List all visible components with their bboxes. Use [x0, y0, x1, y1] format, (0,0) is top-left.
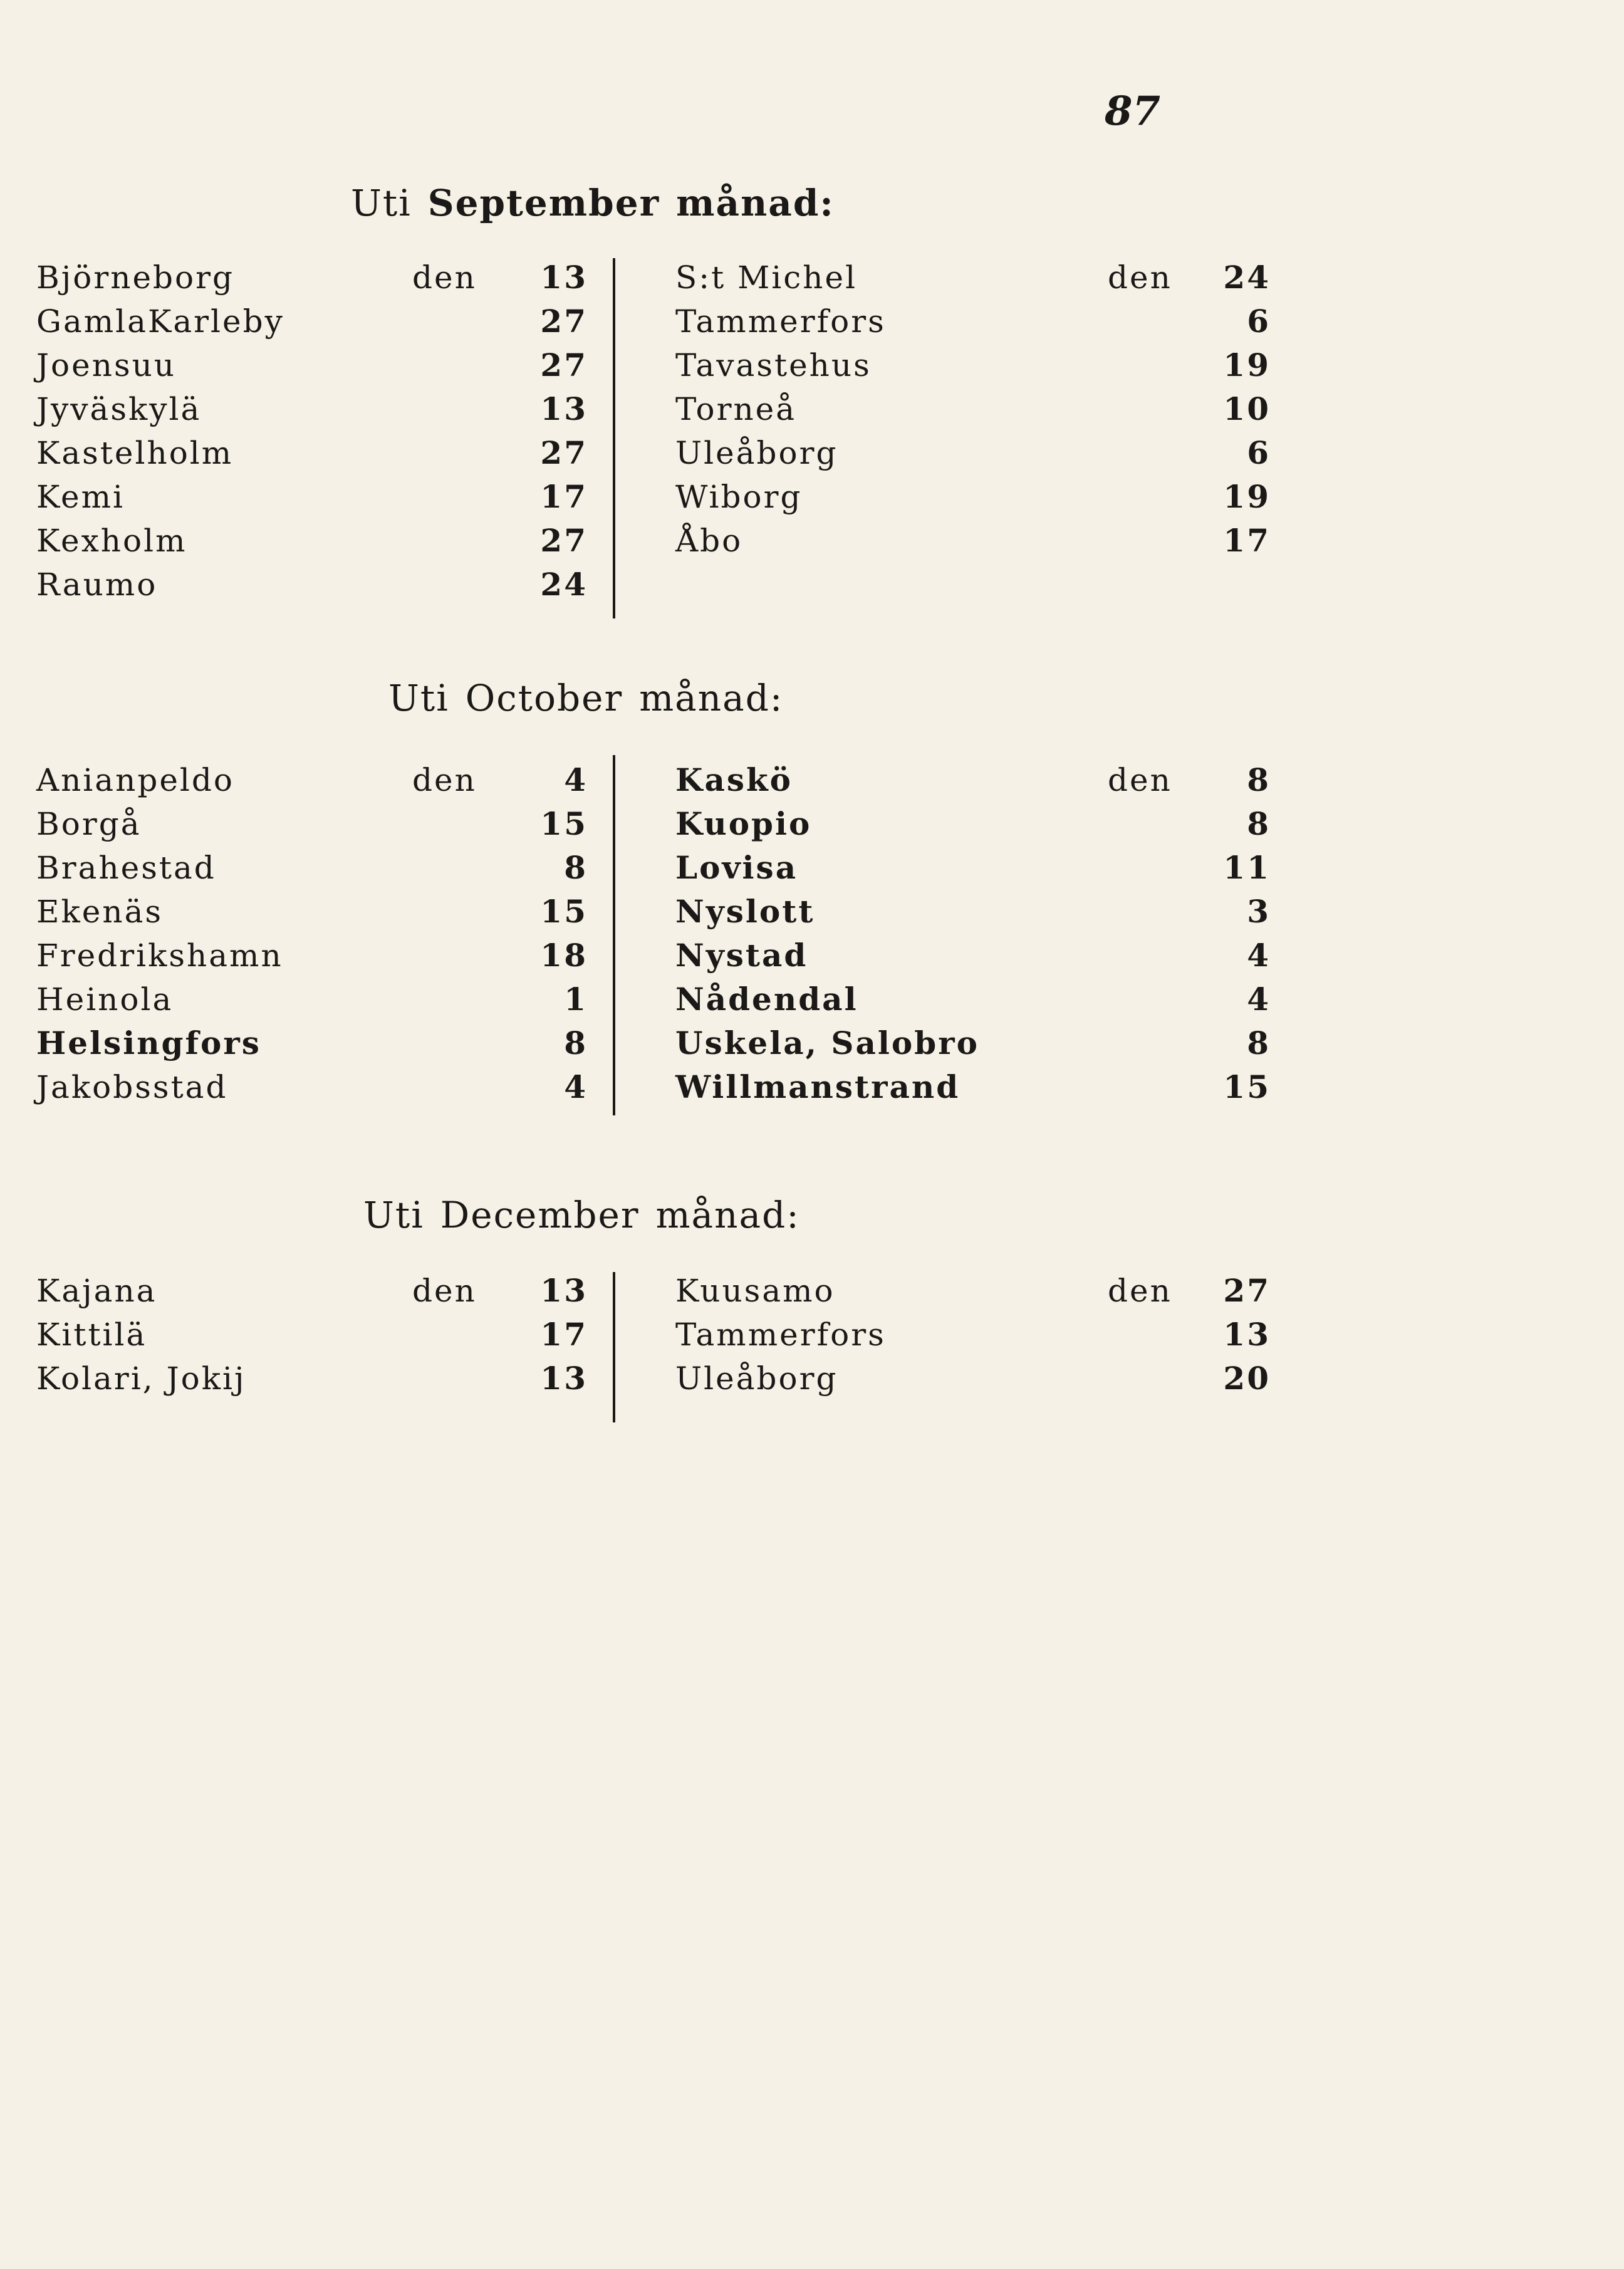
heading-uti: Uti — [388, 677, 449, 719]
place-name: Kuusamo — [675, 1273, 835, 1309]
heading-uti: Uti — [363, 1194, 424, 1236]
place-name: Kittilä — [36, 1317, 147, 1353]
day-number: 13 — [540, 259, 588, 296]
section-heading-october — [0, 677, 1624, 719]
day-number: 24 — [540, 566, 588, 603]
section-heading-september — [0, 182, 1586, 224]
place-name: Fredrikshamn — [36, 937, 283, 974]
day-number: 19 — [1223, 347, 1271, 383]
place-name: Nådendal — [675, 981, 858, 1018]
heading-month: December — [440, 1194, 640, 1236]
day-number: 27 — [540, 434, 588, 471]
day-number: 20 — [1223, 1360, 1271, 1397]
day-number: 15 — [540, 805, 588, 842]
day-number: 27 — [1223, 1272, 1271, 1309]
heading-label: månad: — [676, 182, 835, 224]
day-number: 13 — [540, 390, 588, 427]
column-divider — [613, 258, 615, 618]
place-name: Kolari, Jokij — [36, 1360, 246, 1397]
day-number: 17 — [540, 1316, 588, 1353]
den-label: den — [412, 1273, 477, 1309]
place-name: Kastelholm — [36, 435, 234, 471]
heading-month: October — [465, 677, 623, 719]
den-label: den — [1108, 1273, 1172, 1309]
heading-label: månad: — [639, 677, 784, 719]
page-number: 87 — [1104, 88, 1160, 135]
day-number: 6 — [1247, 303, 1271, 340]
place-name: Jakobsstad — [36, 1069, 228, 1105]
day-number: 17 — [1223, 522, 1271, 559]
place-name: Tavastehus — [675, 347, 872, 383]
place-name: Kajana — [36, 1273, 157, 1309]
place-name: Anianpeldo — [36, 762, 235, 798]
place-name: Borgå — [36, 806, 142, 842]
day-number: 15 — [540, 893, 588, 930]
day-number: 24 — [1223, 259, 1271, 296]
place-name: Jyväskylä — [36, 391, 202, 427]
place-name: Kaskö — [675, 761, 793, 798]
place-name: Björneborg — [36, 259, 235, 296]
heading-label: månad: — [655, 1194, 800, 1236]
place-name: Torneå — [675, 391, 797, 427]
day-number: 27 — [540, 347, 588, 383]
heading-month: September — [427, 182, 660, 224]
place-name: S:t Michel — [675, 259, 858, 296]
den-label: den — [1108, 259, 1172, 296]
place-name: Heinola — [36, 981, 174, 1018]
place-name: Åbo — [675, 523, 743, 559]
day-number: 4 — [564, 761, 588, 798]
day-number: 8 — [564, 849, 588, 886]
place-name: Kemi — [36, 479, 125, 515]
place-name: Tammerfors — [675, 303, 886, 340]
place-name: Uskela, Salobro — [675, 1025, 979, 1061]
den-label: den — [412, 259, 477, 296]
place-name: Lovisa — [675, 849, 798, 886]
day-number: 13 — [540, 1360, 588, 1397]
heading-uti: Uti — [351, 182, 412, 224]
place-name: Ekenäs — [36, 894, 164, 930]
day-number: 13 — [540, 1272, 588, 1309]
place-name: Uleåborg — [675, 1360, 838, 1397]
den-label: den — [412, 762, 477, 798]
day-number: 8 — [564, 1025, 588, 1061]
column-divider — [613, 1272, 615, 1422]
day-number: 8 — [1247, 1025, 1271, 1061]
place-name: Tammerfors — [675, 1317, 886, 1353]
den-label: den — [1108, 762, 1172, 798]
place-name: Kexholm — [36, 523, 187, 559]
day-number: 8 — [1247, 805, 1271, 842]
place-name: GamlaKarleby — [36, 303, 284, 340]
place-name: Brahestad — [36, 850, 216, 886]
day-number: 4 — [1247, 981, 1271, 1018]
place-name: Kuopio — [675, 805, 812, 842]
day-number: 8 — [1247, 761, 1271, 798]
day-number: 15 — [1223, 1068, 1271, 1105]
day-number: 27 — [540, 303, 588, 340]
day-number: 10 — [1223, 390, 1271, 427]
place-name: Uleåborg — [675, 435, 838, 471]
section-heading-december — [0, 1194, 1599, 1236]
day-number: 3 — [1247, 893, 1271, 930]
day-number: 19 — [1223, 478, 1271, 515]
place-name: Raumo — [36, 566, 158, 603]
column-divider — [613, 755, 615, 1115]
day-number: 27 — [540, 522, 588, 559]
day-number: 17 — [540, 478, 588, 515]
place-name: Nystad — [675, 937, 808, 974]
day-number: 11 — [1223, 849, 1271, 886]
day-number: 4 — [1247, 937, 1271, 974]
place-name: Wiborg — [675, 479, 803, 515]
day-number: 4 — [564, 1068, 588, 1105]
place-name: Helsingfors — [36, 1025, 261, 1061]
day-number: 6 — [1247, 434, 1271, 471]
day-number: 1 — [564, 981, 588, 1018]
day-number: 18 — [540, 937, 588, 974]
place-name: Willmanstrand — [675, 1068, 960, 1105]
place-name: Joensuu — [36, 347, 177, 383]
place-name: Nyslott — [675, 893, 815, 930]
day-number: 13 — [1223, 1316, 1271, 1353]
